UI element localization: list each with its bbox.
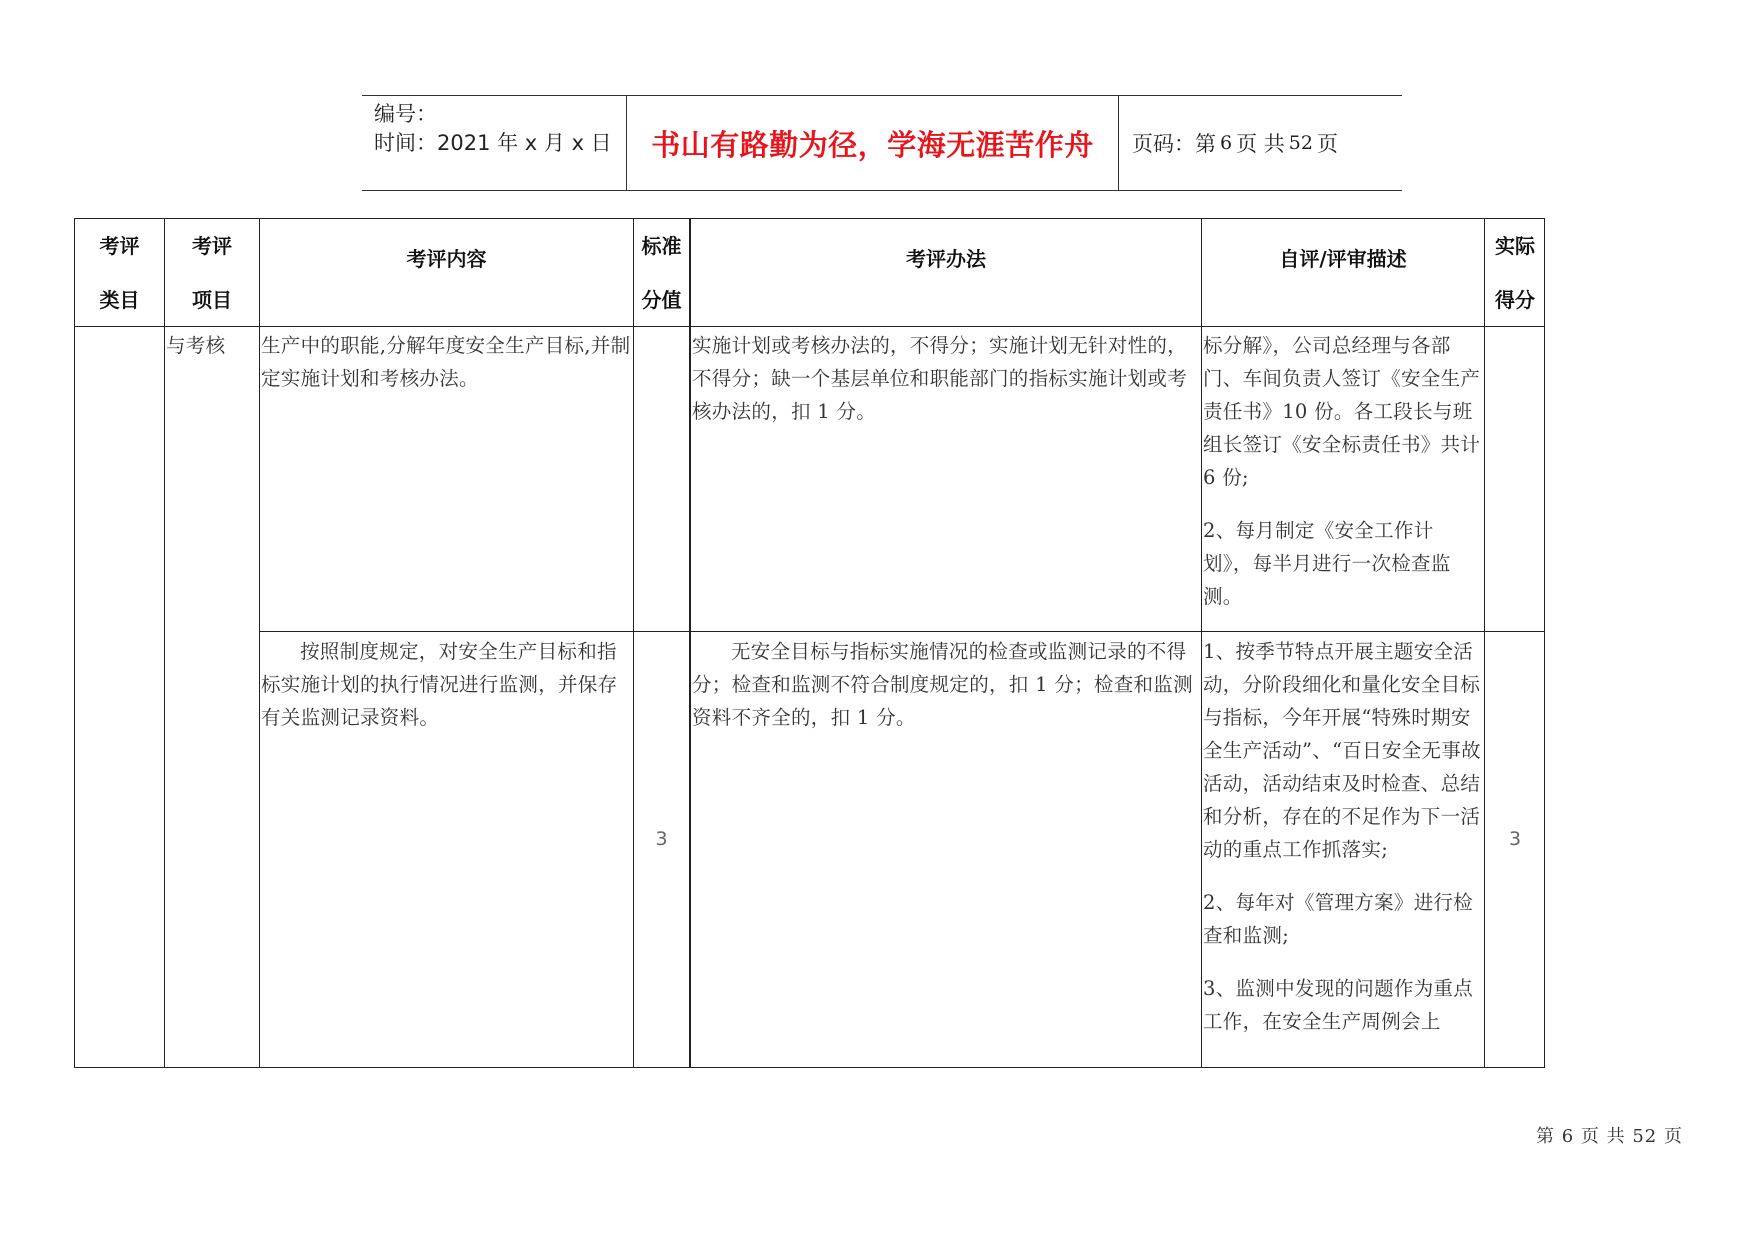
row1-content: 生产中的职能,分解年度安全生产目标,并制定实施计划和考核办法。	[261, 334, 631, 390]
header-content: 考评内容	[406, 247, 487, 271]
row2-self-eval: 1、按季节特点开展主题安全活动，分阶段细化和量化安全目标与指标，今年开展“特殊时期安全生产活动”、“百日安全无事故活动，活动结束及时检查、总结和分析，存在的不足作为下一活动的重点工作抓落实; 2、每年对《管理方案》进行检查和监测; 3、监测中发现的问题作为重点工作，在安全生产周例会上	[1203, 640, 1481, 1033]
header-method: 考评办法	[906, 247, 986, 271]
row1-self-eval: 标分解》，公司总经理与各部门、车间负责人签订《安全生产责任书》10 份。各工段长与班组长签订《安全标责任书》共计 6 份; 2、每月制定《安全工作计划》，每半月进行一次检查监测。	[1203, 334, 1481, 608]
header-motto: 书山有路勤为径，学海无涯苦作舟	[651, 127, 1094, 162]
evaluation-table	[74, 218, 1545, 1068]
column-divider	[259, 219, 260, 1067]
column-divider	[1484, 219, 1485, 1067]
row2-standard-score: 3	[655, 828, 668, 850]
header-page-indicator	[1132, 96, 1338, 190]
row2-content: 按照制度规定，对安全生产目标和指标实施计划的执行情况进行监测，并保存有关监测记录资料。	[261, 640, 618, 729]
header-item: 考评 项目	[192, 234, 232, 312]
header-row-divider	[75, 326, 1544, 327]
page-middle: 页 共	[1236, 132, 1285, 156]
header-standard: 标准 分值	[641, 234, 682, 312]
header-actual: 实际 得分	[1495, 234, 1535, 312]
header-meta	[374, 100, 624, 158]
row2-actual-score: 3	[1508, 828, 1522, 850]
row1-item: 与考核	[166, 334, 226, 357]
column-divider	[633, 219, 634, 1067]
row2-method: 无安全目标与指标实施情况的检查或监测记录的不得分；检查和监测不符合制度规定的，扣 1 分；检查和监测资料不齐全的，扣 1 分。	[692, 640, 1193, 729]
document-number-label: 编号：	[374, 102, 437, 126]
header-divider	[1118, 96, 1119, 190]
column-divider	[164, 219, 165, 1067]
header-category: 考评 类目	[99, 234, 140, 312]
page-total: 52	[1288, 132, 1313, 154]
column-divider	[689, 219, 691, 1067]
page-prefix: 页码：第	[1132, 132, 1216, 156]
page-header	[362, 95, 1402, 191]
header-self-eval: 自评/评审描述	[1279, 247, 1407, 271]
document-time: 时间：2021 年 x 月 x 日	[374, 131, 612, 155]
page-current: 6	[1220, 132, 1233, 154]
page-footer: 第 6 页 共 52 页	[1536, 1126, 1683, 1147]
page-suffix: 页	[1316, 132, 1338, 156]
row1-method: 实施计划或考核办法的，不得分；实施计划无针对性的，不得分；缺一个基层单位和职能部门的指标实施计划或考核办法的，扣 1 分。	[692, 334, 1188, 423]
column-divider	[1201, 219, 1202, 1067]
